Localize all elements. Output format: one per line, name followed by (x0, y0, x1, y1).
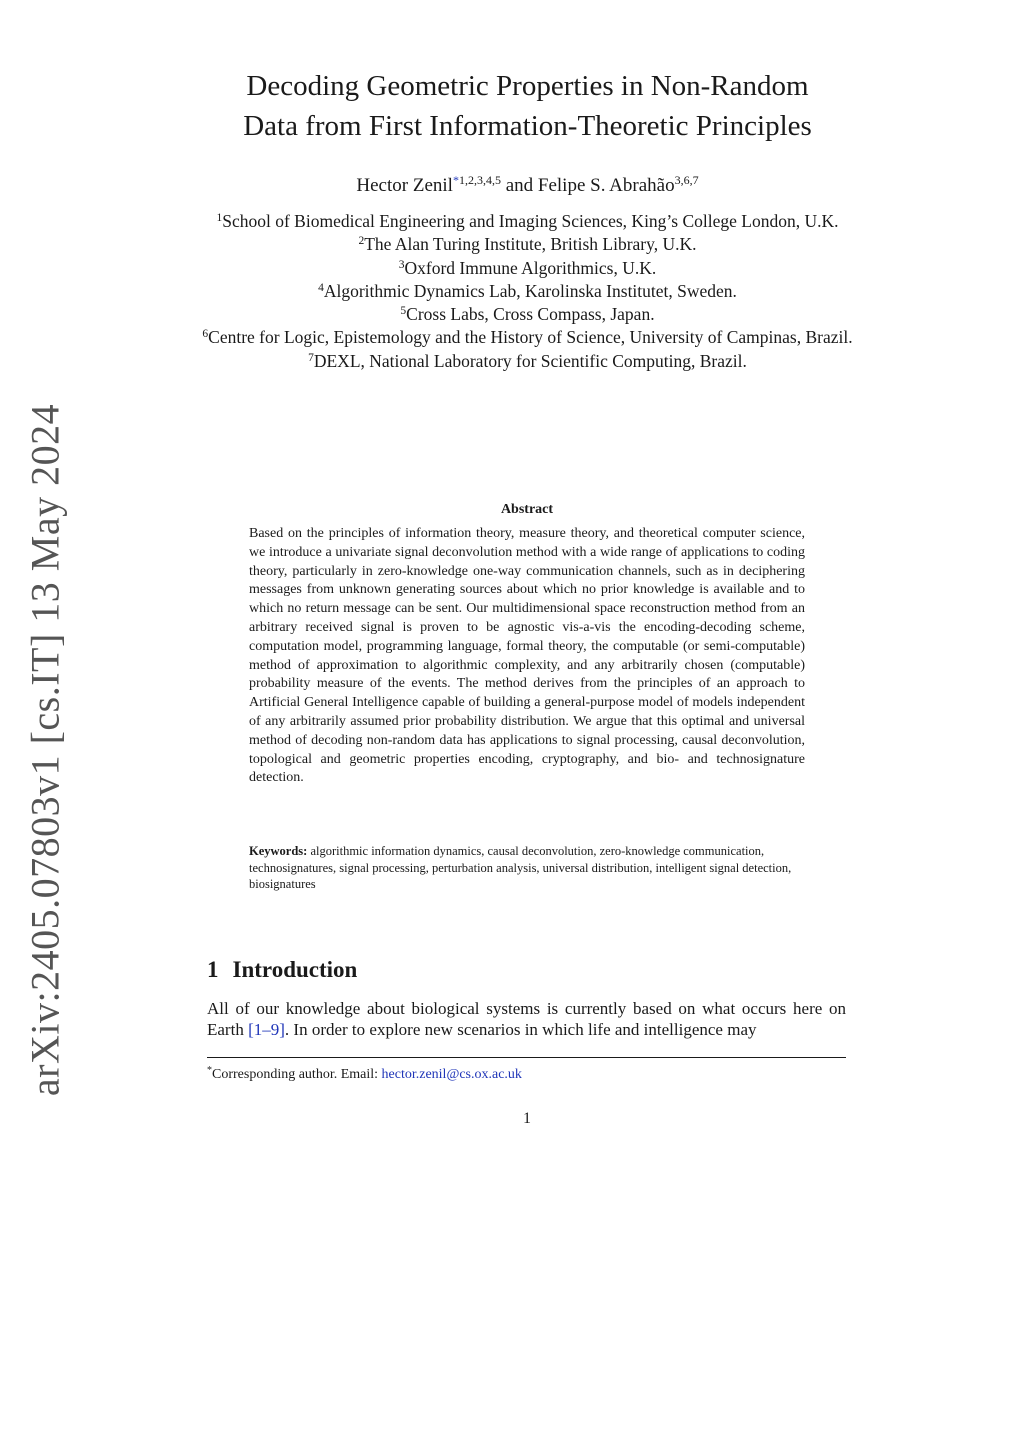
footnote-divider (207, 1057, 846, 1058)
section-number: 1 (207, 957, 219, 982)
author-1-affiliations: 1,2,3,4,5 (458, 173, 501, 187)
affiliation-2-number: 2 (358, 235, 365, 248)
author-2-affiliations: 3,6,7 (674, 173, 699, 187)
affiliation-2-text: The Alan Turing Institute, British Library, U.K. (364, 234, 697, 255)
affiliation-6 (200, 326, 855, 349)
affiliation-7 (200, 350, 855, 373)
affiliation-5-text: Cross Labs, Cross Compass, Japan. (406, 304, 655, 325)
affiliation-6-text: Centre for Logic, Epistemology and the History of Science, University of Campinas, Brazil. (208, 327, 853, 348)
email-link[interactable]: hector.zenil@cs.ox.ac.uk (381, 1067, 522, 1082)
citation-link[interactable]: [1–9] (248, 1020, 285, 1039)
author-1-name: Hector Zenil (356, 175, 453, 196)
introduction-paragraph (207, 998, 846, 1040)
affiliation-4-text: Algorithmic Dynamics Lab, Karolinska Institutet, Sweden. (323, 280, 737, 301)
affiliation-1-text: School of Biomedical Engineering and Imaging Sciences, King’s College London, U.K. (222, 211, 839, 231)
author-2-name: Felipe S. Abrahão (537, 175, 675, 196)
keywords (249, 843, 805, 893)
footnote-mark: * (207, 1065, 212, 1076)
footnote (207, 1066, 846, 1084)
paper-title (130, 66, 925, 146)
affiliation-5 (200, 303, 855, 326)
title-line-2: Data from First Information-Theoretic Principles (243, 110, 812, 142)
abstract-heading: Abstract (500, 502, 554, 517)
affiliation-4 (200, 280, 855, 303)
affiliation-list (200, 210, 855, 373)
affiliation-7-number: 7 (308, 351, 314, 364)
affiliation-3-text: Oxford Immune Algorithmics, U.K. (404, 257, 657, 278)
corresponding-author-mark[interactable]: * (452, 173, 459, 187)
affiliation-7-text: DEXL, National Laboratory for Scientific Computing, Brazil. (313, 350, 747, 371)
page-number: 1 (523, 1110, 531, 1127)
affiliation-5-number: 5 (400, 305, 407, 318)
arxiv-identifier-stamp: arXiv:2405.07803v1 [cs.IT] 13 May 2024 (22, 403, 68, 1097)
section-title: Introduction (232, 957, 358, 982)
affiliation-1-number: 1 (216, 212, 223, 224)
affiliation-3 (200, 257, 855, 280)
author-list (130, 173, 925, 199)
abstract-body: Based on the principles of information theory, measure theory, and theoretical computer science, we introduce a univariate signal deconvolution method with a wide range of applications to coding theory, particularly in zero-knowledge one-way communication channels, such as in deciphering messages from unknown generating sources about which no prior knowledge is available and to which no return message can be sent. Our multidimensional space reconstruction method from an arbitrary received signal is proven to be agnostic vis-a-vis the encoding-decoding scheme, computation model, programming language, formal theory, the computable (or semi-computable) method of approximation to algorithmic complexity, and any arbitrarily chosen (computable) probability measure of the events. The method derives from the principles of an approach to Artificial General Intelligence capable of building a general-purpose model of models independent of any arbitrarily assumed prior probability distribution. We argue that this optimal and universal method of decoding non-random data has applications to signal processing, causal deconvolution, topological and geometric properties encoding, cryptography, and bio- and technosignature detection. (249, 526, 805, 786)
section-heading-introduction (207, 955, 357, 985)
keywords-text: algorithmic information dynamics, causal deconvolution, zero-knowledge communication, technosignatures, signal processing, perturbation analysis, universal distribution, intelligent signal detection, biosignatures (249, 844, 792, 892)
keywords-label: Keywords: (249, 844, 308, 858)
title-line-1: Decoding Geometric Properties in Non-Random (246, 70, 809, 102)
affiliation-6-number: 6 (202, 328, 209, 341)
intro-text-after: . In order to explore new scenarios in which life and intelligence may (284, 1020, 757, 1039)
footnote-text: Corresponding author. Email: (212, 1067, 382, 1082)
affiliation-2 (200, 233, 855, 256)
affiliation-4-number: 4 (318, 281, 324, 294)
affiliation-3-number: 3 (398, 258, 405, 271)
author-conjunction: and (500, 175, 538, 196)
affiliation-1 (200, 210, 855, 233)
intro-text-before: All of our knowledge about biological systems is currently based on what occurs here on Earth (207, 999, 846, 1039)
